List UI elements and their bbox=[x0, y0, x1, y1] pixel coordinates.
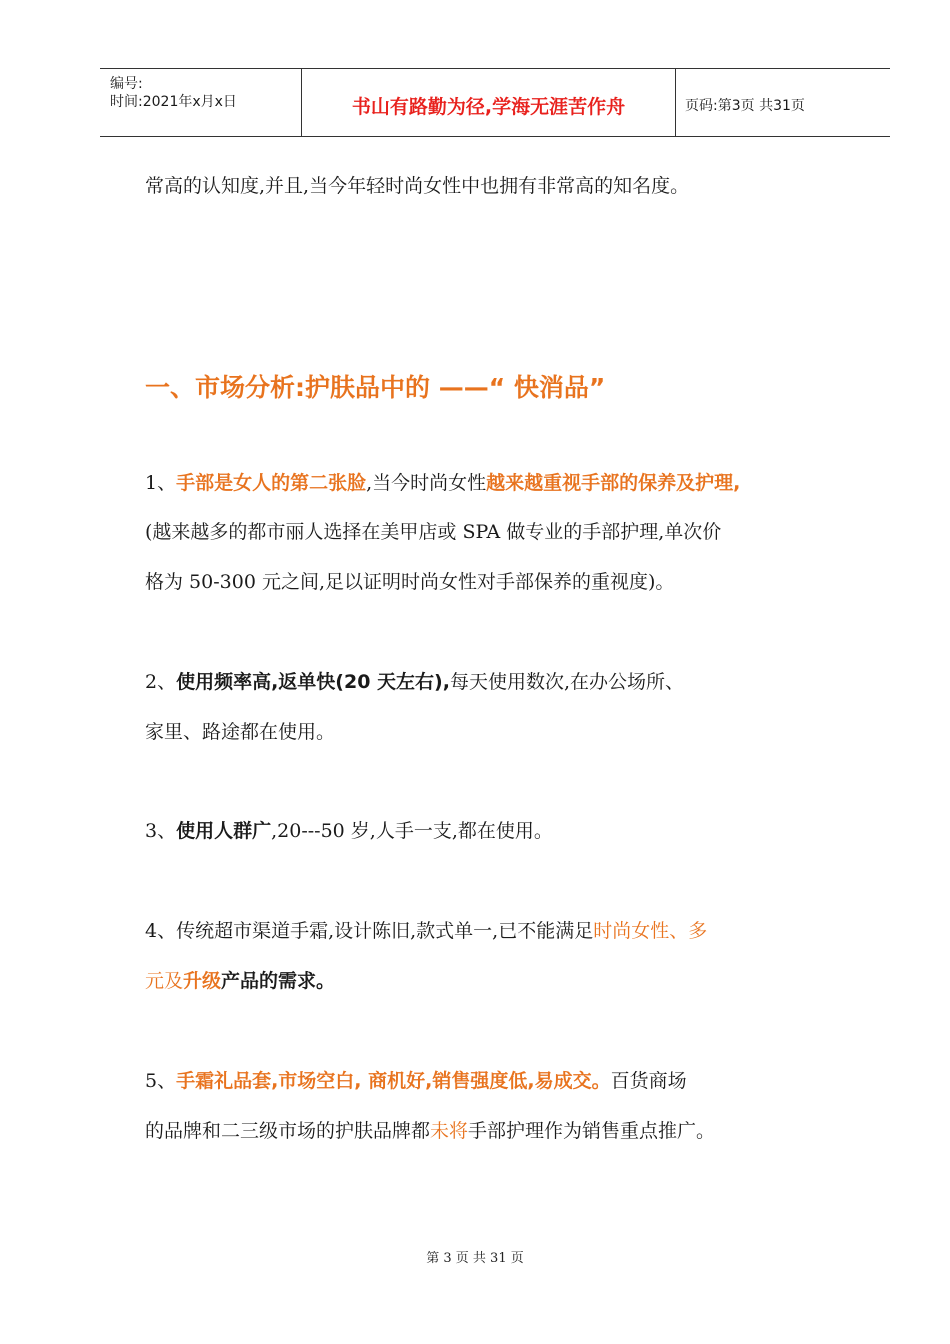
point-number: 5、 bbox=[145, 1070, 177, 1092]
point-5-line-2 bbox=[145, 1120, 715, 1142]
highlight-text: 元 bbox=[145, 970, 165, 992]
point-3-line-1 bbox=[145, 820, 553, 842]
body-text: 传统超市渠道手霜,设计陈旧,款式单一,已不能满足 bbox=[176, 920, 594, 942]
bold-text: 使用人群广 bbox=[176, 820, 272, 842]
bold-text: 产品的需求。 bbox=[221, 970, 336, 992]
point-4-line-2 bbox=[145, 970, 335, 992]
point-2-line-1 bbox=[145, 671, 684, 693]
body-text: 每天使用数次,在办公场所、 bbox=[449, 671, 684, 693]
point-2-line-2: 家里、路途都在使用。 bbox=[145, 721, 336, 743]
serial-label: 编号: bbox=[110, 76, 143, 92]
highlight-text: 时尚女性、多 bbox=[593, 920, 708, 942]
section-heading: 一、市场分析:护肤品中的 ——“ 快消品” bbox=[145, 373, 606, 402]
date-label: 时间:2021年x月x日 bbox=[110, 94, 237, 110]
point-1-line-1 bbox=[145, 472, 740, 494]
point-number: 3、 bbox=[145, 820, 177, 842]
bold-text: 使用频率高,返单快(20 天左右), bbox=[176, 671, 450, 693]
header-page-cell bbox=[676, 69, 890, 136]
highlight-text: 手部是女人的第二张脸 bbox=[176, 472, 367, 494]
point-5-line-1 bbox=[145, 1070, 687, 1092]
page-info: 页码:第3页 共31页 bbox=[685, 98, 805, 114]
highlight-text: 未将 bbox=[430, 1120, 469, 1142]
page-footer: 第 3 页 共 31 页 bbox=[426, 1251, 524, 1266]
point-number: 4、 bbox=[145, 920, 177, 942]
highlight-text: 越来越重视手部的保养及护理, bbox=[486, 472, 741, 494]
point-number: 1、 bbox=[145, 472, 177, 494]
body-text: ,当今时尚女性 bbox=[366, 472, 487, 494]
header-motto-cell bbox=[302, 69, 676, 136]
highlight-text: 销售强度低,易成交。 bbox=[432, 1070, 611, 1092]
point-1-line-2: (越来越多的都市丽人选择在美甲店或 SPA 做专业的手部护理,单次价 bbox=[145, 521, 722, 543]
header-table bbox=[100, 68, 890, 137]
motto: 书山有路勤为径,学海无涯苦作舟 bbox=[351, 96, 626, 118]
continuation-text: 常高的认知度,并且,当今年轻时尚女性中也拥有非常高的知名度。 bbox=[145, 175, 690, 197]
header-meta-cell bbox=[100, 69, 302, 136]
highlight-text: 商机好, bbox=[361, 1070, 433, 1092]
point-number: 2、 bbox=[145, 671, 177, 693]
body-text: 手部护理作为销售重点推广。 bbox=[468, 1120, 716, 1142]
highlight-text: 升级 bbox=[183, 970, 222, 992]
point-4-line-1 bbox=[145, 920, 707, 942]
body-text: 的品牌和二三级市场的护肤品牌都 bbox=[145, 1120, 431, 1142]
highlight-text: 及 bbox=[164, 970, 184, 992]
body-text: 百货商场 bbox=[610, 1070, 687, 1092]
point-1-line-3: 格为 50-300 元之间,足以证明时尚女性对手部保养的重视度)。 bbox=[145, 571, 675, 593]
body-text: ,20---50 岁,人手一支,都在使用。 bbox=[271, 820, 553, 842]
highlight-text: 手霜礼品套,市场空白, bbox=[176, 1070, 362, 1092]
